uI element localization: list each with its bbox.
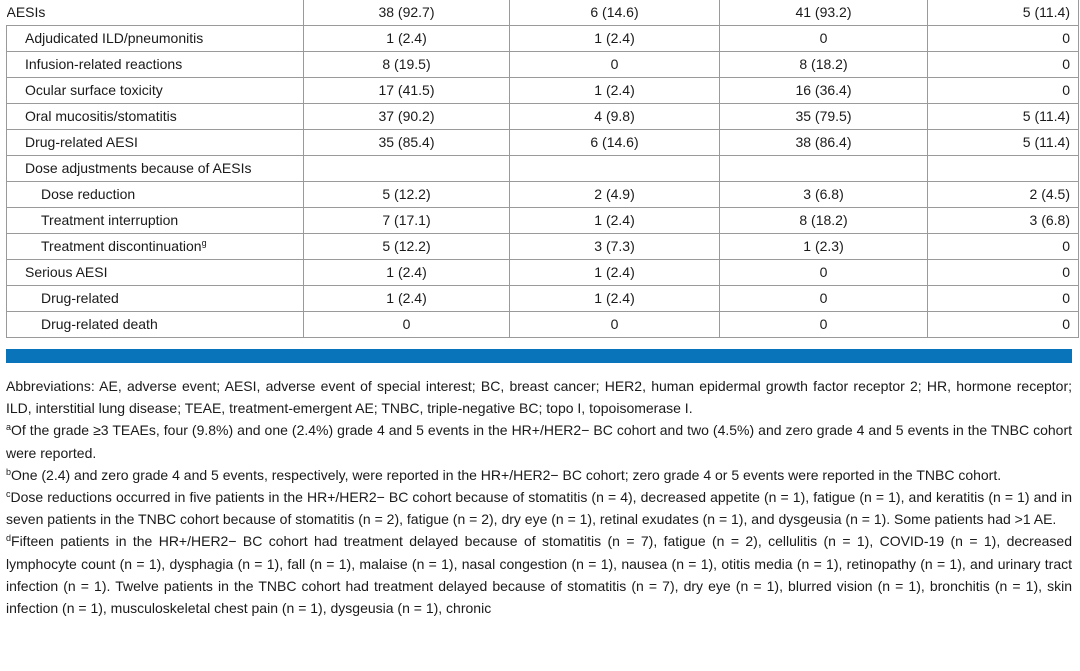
cell-value: 8 (19.5) <box>304 52 510 78</box>
cell-value: 8 (18.2) <box>720 52 928 78</box>
cell-value: 5 (12.2) <box>304 234 510 260</box>
table-end-bar <box>6 349 1072 363</box>
row-label: Drug-related AESI <box>7 130 304 156</box>
cell-value: 38 (92.7) <box>304 0 510 26</box>
row-label: Dose adjustments because of AESIs <box>7 156 304 182</box>
cell-value: 0 <box>510 312 720 338</box>
footnote-a: $^a$Of the grade ≥3 TEAEs, four (9.8%) and one (2.4%) grade 4 and 5 events in the HR+/HER2− BC cohort and two (4.5%) and zero grade 4 and 5 events in the TNBC cohort were reported. <box>6 422 1072 461</box>
cell-value: 2 (4.5) <box>928 182 1079 208</box>
table-row <box>7 78 1079 104</box>
cell-value: 0 <box>928 52 1079 78</box>
cell-value: 1 (2.4) <box>510 286 720 312</box>
cell-value: 1 (2.4) <box>510 26 720 52</box>
cell-value: 1 (2.4) <box>510 208 720 234</box>
row-label: Oral mucositis/stomatitis <box>7 104 304 130</box>
cell-value: 5 (11.4) <box>928 0 1079 26</box>
cell-value: 37 (90.2) <box>304 104 510 130</box>
cell-value: 1 (2.4) <box>304 26 510 52</box>
cell-value: 0 <box>304 312 510 338</box>
cell-value: 0 <box>720 286 928 312</box>
cell-value: 0 <box>928 312 1079 338</box>
cell-value: 0 <box>928 78 1079 104</box>
table-row <box>7 0 1079 26</box>
row-label: Infusion-related reactions <box>7 52 304 78</box>
cell-value: 3 (6.8) <box>928 208 1079 234</box>
table-row <box>7 234 1079 260</box>
row-label: Dose reduction <box>7 182 304 208</box>
cell-value: 0 <box>928 286 1079 312</box>
cell-value: 6 (14.6) <box>510 130 720 156</box>
footnote-d-mark: d <box>6 533 12 544</box>
footnote-b-mark: b <box>6 466 12 477</box>
cell-value: 0 <box>510 52 720 78</box>
cell-value: 38 (86.4) <box>720 130 928 156</box>
aesi-table <box>6 0 1079 338</box>
footnote-a-mark: a <box>6 422 12 433</box>
cell-value: 7 (17.1) <box>304 208 510 234</box>
row-label: Ocular surface toxicity <box>7 78 304 104</box>
cell-value: 0 <box>928 26 1079 52</box>
cell-value: 1 (2.4) <box>510 78 720 104</box>
cell-value: 0 <box>720 312 928 338</box>
footnote-d: $^d$Fifteen patients in the HR+/HER2− BC cohort had treatment delayed because of stomatitis (n = 7), fatigue (n = 2), cellulitis (n = 1), COVID-19 (n = 1), decreased lymphocyte count (n = 1), dysphagia (n = 1), fall (n = 1), malaise (n = 1), nasal congestion (n = 1), nausea (n = 1), otitis media (n = 1), retinopathy (n = 1), and urinary tract infection (n = 1). Twelve patients in the TNBC cohort had treatment delayed because of stomatitis (n = 7), dry eye (n = 1), blurred vision (n = 1), bronchitis (n = 1), skin infection (n = 1), musculoskeletal chest pain (n = 1), dysgeusia (n = 1), chronic <box>6 533 1072 617</box>
row-label: AESIs <box>7 0 304 26</box>
cell-value <box>304 156 510 182</box>
cell-value: 0 <box>928 260 1079 286</box>
cell-value: 4 (9.8) <box>510 104 720 130</box>
table-row <box>7 104 1079 130</box>
cell-value: 0 <box>928 234 1079 260</box>
cell-value: 0 <box>720 26 928 52</box>
footnote-c: $^c$Dose reductions occurred in five patients in the HR+/HER2− BC cohort because of stomatitis (n = 4), decreased appetite (n = 1), fatigue (n = 1), and keratitis (n = 1) and in seven patients in the TNBC cohort because of stomatitis (n = 2), fatigue (n = 2), dry eye (n = 1), retinal exudates (n = 1), and dysgeusia (n = 1). Some patients had >1 AE. <box>6 489 1072 528</box>
footnote-c-mark: c <box>6 489 11 500</box>
cell-value: 3 (7.3) <box>510 234 720 260</box>
cell-value: 5 (12.2) <box>304 182 510 208</box>
aesi-table-body <box>7 0 1079 338</box>
cell-value <box>510 156 720 182</box>
row-label: Drug-related death <box>7 312 304 338</box>
row-label: Treatment discontinuation$^g$ <box>7 234 304 260</box>
cell-value: 1 (2.4) <box>510 260 720 286</box>
table-row <box>7 208 1079 234</box>
table-row <box>7 286 1079 312</box>
table-row <box>7 156 1079 182</box>
table-row <box>7 130 1079 156</box>
row-label: Adjudicated ILD/pneumonitis <box>7 26 304 52</box>
table-row <box>7 260 1079 286</box>
cell-value: 0 <box>720 260 928 286</box>
footnotes <box>6 375 1072 619</box>
table-row <box>7 52 1079 78</box>
footnote-b: $^b$One (2.4) and zero grade 4 and 5 events, respectively, were reported in the HR+/HER2− BC cohort; zero grade 4 or 5 events were reported in the TNBC cohort. <box>6 466 1002 483</box>
cell-value: 1 (2.4) <box>304 260 510 286</box>
table-row <box>7 182 1079 208</box>
cell-value: 17 (41.5) <box>304 78 510 104</box>
cell-value: 35 (79.5) <box>720 104 928 130</box>
cell-value: 1 (2.4) <box>304 286 510 312</box>
cell-value <box>928 156 1079 182</box>
footnote-abbreviations: Abbreviations: AE, adverse event; AESI, adverse event of special interest; BC, breast cancer; HER2, human epidermal growth factor receptor 2; HR, hormone receptor; ILD, interstitial lung disease; TEAE, treatment-emergent AE; TNBC, triple-negative BC; topo I, topoisomerase I. <box>6 378 1072 417</box>
cell-value: 5 (11.4) <box>928 130 1079 156</box>
cell-value: 2 (4.9) <box>510 182 720 208</box>
cell-value: 16 (36.4) <box>720 78 928 104</box>
row-label: Treatment interruption <box>7 208 304 234</box>
footnote-mark: g <box>201 238 207 248</box>
cell-value: 35 (85.4) <box>304 130 510 156</box>
cell-value: 5 (11.4) <box>928 104 1079 130</box>
table-row <box>7 312 1079 338</box>
cell-value: 6 (14.6) <box>510 0 720 26</box>
table-row <box>7 26 1079 52</box>
row-label: Serious AESI <box>7 260 304 286</box>
cell-value: 3 (6.8) <box>720 182 928 208</box>
cell-value: 8 (18.2) <box>720 208 928 234</box>
cell-value: 41 (93.2) <box>720 0 928 26</box>
cell-value: 1 (2.3) <box>720 234 928 260</box>
row-label: Drug-related <box>7 286 304 312</box>
cell-value <box>720 156 928 182</box>
